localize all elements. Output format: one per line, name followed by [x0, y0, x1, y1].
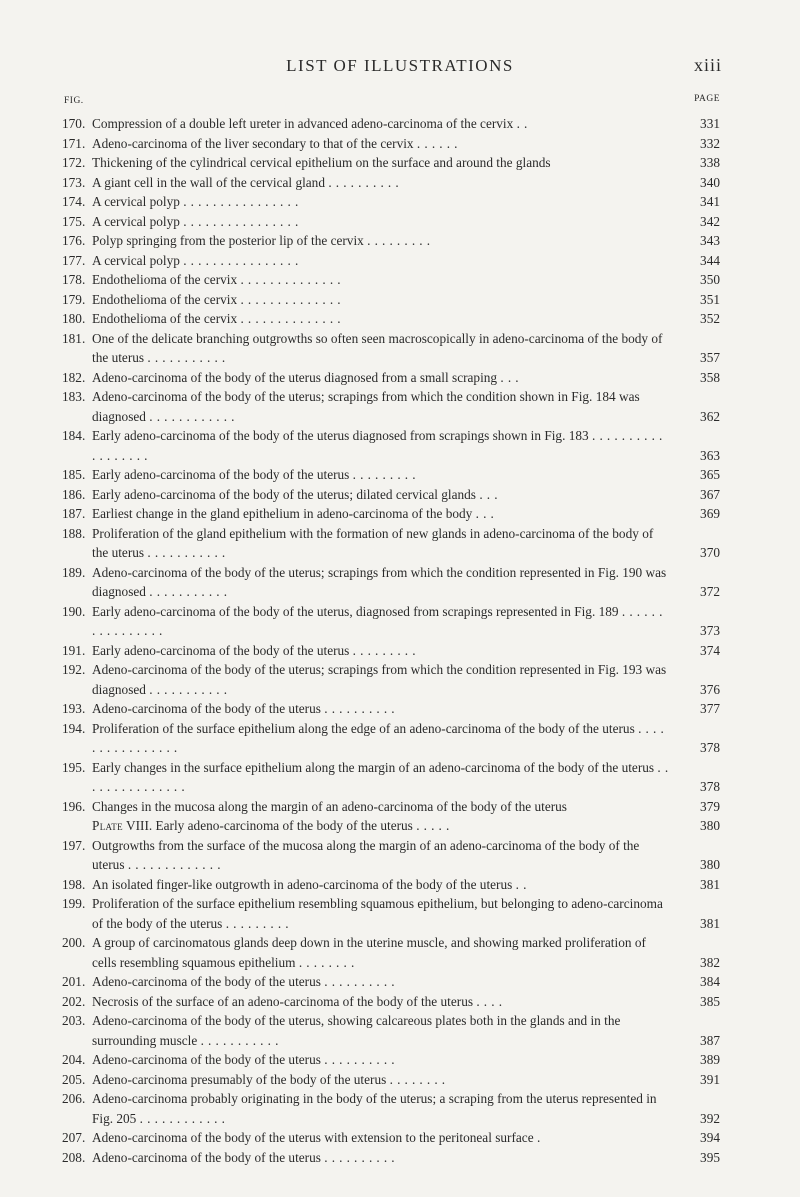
- page-ref: 362: [700, 408, 720, 424]
- figure-caption: [92, 758, 720, 797]
- dot-leader: . . . . . . . . . . . . . . . .: [183, 252, 299, 268]
- list-entry: [62, 270, 720, 290]
- figure-caption: [92, 251, 720, 271]
- list-entry: [62, 504, 720, 524]
- page-ref: 363: [700, 447, 720, 463]
- page-ref: 344: [700, 252, 720, 268]
- list-entry: [62, 465, 720, 485]
- list-entry: [62, 173, 720, 193]
- page-ref: 373: [700, 623, 720, 638]
- figure-number: 191.: [62, 642, 86, 658]
- figure-caption: [92, 992, 720, 1012]
- list-entry: [62, 153, 720, 173]
- caption-text: Adeno-carcinoma of the body of the uterus; scrapings from which the condition represented in Fig. 190 was diagnosed: [92, 564, 667, 599]
- figure-caption: [92, 465, 720, 485]
- list-entry: [62, 992, 720, 1012]
- page-ref: 372: [700, 584, 720, 599]
- figure-caption: [92, 153, 720, 173]
- caption-text: Early adeno-carcinoma of the body of the uterus; dilated cervical glands: [92, 486, 476, 502]
- figure-number: 181.: [62, 330, 86, 346]
- page-ref: 370: [700, 545, 720, 560]
- dot-leader: . . . . . . . . . . .: [149, 681, 228, 697]
- page-ref: 332: [700, 135, 720, 151]
- figure-caption: [92, 270, 720, 290]
- page-ref: 343: [700, 233, 720, 248]
- dot-leader: . . . . . . . . . . . . . . . .: [183, 194, 299, 209]
- figure-number: 180.: [62, 311, 86, 326]
- dot-leader: . . . . . . . . . . . . . . . . . .: [92, 428, 663, 463]
- list-entry: [62, 309, 720, 329]
- dot-leader: . . . . . . . . . . . . . . .: [92, 759, 669, 794]
- figure-number: 184.: [62, 428, 86, 443]
- dot-leader: . . . . . .: [416, 135, 458, 151]
- dot-leader: . . . . . . . . . .: [324, 701, 396, 716]
- figure-caption: [92, 933, 720, 972]
- page-ref: 395: [700, 1149, 720, 1165]
- figure-number: 202.: [62, 993, 86, 1009]
- figure-caption: [92, 797, 720, 817]
- list-entry: [62, 719, 720, 758]
- figure-number: 175.: [62, 213, 86, 229]
- figure-caption: [92, 875, 720, 895]
- caption-text: A group of carcinomatous glands deep down in the uterine muscle, and showing marked proliferation of cells resembling squamous epithelium: [92, 935, 646, 970]
- caption-text: An isolated finger-like outgrowth in adeno-carcinoma of the body of the uterus: [92, 876, 513, 892]
- dot-leader: . . . . . . . . .: [352, 642, 416, 658]
- dot-leader: . . . . . . . . . .: [328, 174, 400, 190]
- page-ref: 374: [700, 642, 720, 658]
- list-entry: [62, 251, 720, 271]
- list-entry: [62, 1011, 720, 1050]
- figure-number: 204.: [62, 1052, 86, 1067]
- page-ref: 391: [700, 1071, 720, 1087]
- figure-number: 190.: [62, 603, 86, 619]
- page-ref: 342: [700, 213, 720, 229]
- page-ref: 389: [700, 1052, 720, 1067]
- figure-caption: [92, 524, 720, 563]
- figure-caption: [92, 699, 720, 719]
- caption-text: VIII. Early adeno-carcinoma of the body of the uterus: [125, 818, 413, 833]
- dot-leader: . . . .: [476, 993, 503, 1009]
- list-entry: [62, 1128, 720, 1148]
- caption-text: Proliferation of the gland epithelium with the formation of new glands in adeno-carcinoma of the body of the uterus: [92, 525, 654, 560]
- caption-text: Early adeno-carcinoma of the body of the uterus: [92, 642, 350, 658]
- dot-leader: . . . . . . . . . . . . . .: [240, 272, 342, 287]
- dot-leader: . . . . . . . . . . . .: [149, 408, 235, 424]
- page-ref: 378: [700, 779, 720, 794]
- figure-caption: [92, 387, 720, 426]
- dot-leader: . . . . . . . . . . .: [147, 545, 226, 560]
- list-entry: [62, 641, 720, 661]
- figure-caption: [92, 641, 720, 661]
- caption-text: Adeno-carcinoma of the body of the uterus: [92, 974, 321, 989]
- caption-text: Changes in the mucosa along the margin of an adeno-carcinoma of the body of the uterus: [92, 798, 567, 814]
- figure-number: 198.: [62, 876, 86, 892]
- list-entry: [62, 875, 720, 895]
- page-ref: 341: [700, 194, 720, 209]
- list-entry: [62, 485, 720, 505]
- figure-number: 205.: [62, 1071, 86, 1087]
- figure-number: 174.: [62, 194, 86, 209]
- page-ref: 380: [700, 857, 720, 872]
- list-entry: [62, 602, 720, 641]
- page-column-label: PAGE: [694, 94, 720, 104]
- dot-leader: . . . . . . . . . .: [324, 974, 396, 989]
- page-ref: 392: [700, 1110, 720, 1126]
- figure-number: 196.: [62, 798, 86, 814]
- dot-leader: . . . . . . . .: [389, 1071, 446, 1087]
- page-ref: 380: [700, 818, 720, 833]
- list-entry: [62, 114, 720, 134]
- caption-text: Endothelioma of the cervix: [92, 272, 238, 287]
- caption-text: Compression of a double left ureter in advanced adeno-carcinoma of the cervix: [92, 116, 514, 131]
- list-entry: [62, 524, 720, 563]
- running-head: LIST OF ILLUSTRATIONS: [286, 56, 514, 75]
- figure-number: 208.: [62, 1149, 86, 1165]
- figure-caption: [92, 504, 720, 524]
- caption-text: Adeno-carcinoma presumably of the body of the uterus: [92, 1071, 387, 1087]
- dot-leader: . . . . . . . . . . .: [147, 350, 226, 365]
- caption-text: Adeno-carcinoma of the body of the uterus; scrapings from which the condition represented in Fig. 193 was diagnosed: [92, 662, 667, 697]
- figure-number: 189.: [62, 564, 86, 580]
- figure-caption: [92, 1011, 720, 1050]
- figure-number: 170.: [62, 116, 86, 131]
- list-entry: [62, 134, 720, 154]
- dot-leader: . .: [515, 876, 527, 892]
- dot-leader: . . . . . . . .: [298, 954, 355, 970]
- figure-number: 201.: [62, 974, 86, 989]
- page-ref: 351: [700, 291, 720, 307]
- list-entry: [62, 816, 720, 836]
- dot-leader: . . . . . . . . . . . . . . . .: [92, 720, 665, 755]
- caption-text: Adeno-carcinoma of the body of the uterus, showing calcareous plates both in the glands and in the surrounding muscle: [92, 1013, 621, 1048]
- figure-number: 176.: [62, 233, 86, 248]
- figure-number: 192.: [62, 662, 86, 677]
- list-entry: [62, 1050, 720, 1070]
- list-entry: [62, 758, 720, 797]
- dot-leader: . . . . .: [416, 818, 450, 833]
- fig-column-label: FIG.: [64, 96, 84, 106]
- dot-leader: . . . . . . . . . . . .: [139, 1110, 226, 1126]
- figure-caption: [92, 231, 720, 251]
- caption-text: Early adeno-carcinoma of the body of the uterus, diagnosed from scrapings represented in Fig. 189: [92, 603, 619, 619]
- figure-number: 188.: [62, 525, 86, 541]
- caption-text: Earliest change in the gland epithelium in adeno-carcinoma of the body: [92, 506, 473, 521]
- list-entry: [62, 329, 720, 368]
- caption-text: Outgrowths from the surface of the mucosa along the margin of an adeno-carcinoma of the body of the uterus: [92, 837, 640, 872]
- dot-leader: .: [536, 1130, 541, 1145]
- figure-caption: [92, 563, 720, 602]
- figure-caption: [92, 972, 720, 992]
- figure-caption: [92, 602, 720, 641]
- caption-text: Endothelioma of the cervix: [92, 291, 238, 307]
- caption-text: A cervical polyp: [92, 252, 180, 268]
- figure-number: 203.: [62, 1013, 86, 1028]
- caption-text: Early adeno-carcinoma of the body of the uterus diagnosed from scrapings shown in Fig. 183: [92, 428, 589, 443]
- dot-leader: . . . . . . . . . . . . . . . .: [183, 213, 299, 229]
- caption-text: Early adeno-carcinoma of the body of the uterus: [92, 467, 350, 482]
- page-ref: 338: [700, 155, 720, 170]
- page-ref: 352: [700, 311, 720, 326]
- figure-caption: [92, 192, 720, 212]
- caption-text: Adeno-carcinoma probably originating in the body of the uterus; a scraping from the uterus represented in Fig. 205: [92, 1091, 657, 1126]
- figure-caption: [92, 114, 720, 134]
- list-entry: [62, 426, 720, 465]
- figure-number: 197.: [62, 837, 86, 853]
- caption-text: Adeno-carcinoma of the body of the uterus: [92, 701, 321, 716]
- figure-number: 199.: [62, 896, 86, 911]
- caption-text: Adeno-carcinoma of the body of the uterus with extension to the peritoneal surface: [92, 1130, 534, 1145]
- figure-number: 178.: [62, 272, 86, 287]
- figure-number: 177.: [62, 252, 86, 268]
- page-ref: 377: [700, 701, 720, 716]
- page-ref: 367: [700, 486, 720, 502]
- figure-number: 185.: [62, 467, 86, 482]
- figure-caption: [92, 1128, 720, 1148]
- figure-caption: [92, 1089, 720, 1128]
- caption-text: One of the delicate branching outgrowths so often seen macroscopically in adeno-carcinoma of the body of the uterus: [92, 330, 663, 365]
- figure-number: 206.: [62, 1091, 86, 1106]
- figure-caption: [92, 368, 720, 388]
- dot-leader: . . .: [479, 486, 498, 502]
- figure-number: 193.: [62, 701, 86, 716]
- page-ref: 378: [700, 740, 720, 755]
- caption-text: Necrosis of the surface of an adeno-carcinoma of the body of the uterus: [92, 993, 474, 1009]
- caption-text: A giant cell in the wall of the cervical gland: [92, 174, 325, 190]
- figure-caption: [92, 329, 720, 368]
- list-entry: [62, 368, 720, 388]
- caption-text: A cervical polyp: [92, 194, 180, 209]
- list-entry: [62, 387, 720, 426]
- list-entry: [62, 660, 720, 699]
- page-ref: 382: [700, 954, 720, 970]
- list-entry: [62, 212, 720, 232]
- page-ref: 381: [700, 876, 720, 892]
- caption-text: A cervical polyp: [92, 213, 180, 229]
- dot-leader: . . . . . . . . .: [225, 915, 289, 931]
- dot-leader: . . .: [475, 506, 495, 521]
- dot-leader: . . . . . . . . . . . . .: [127, 857, 221, 872]
- figure-caption: [92, 1148, 720, 1168]
- figure-number: 171.: [62, 135, 86, 151]
- list-entry: [62, 1148, 720, 1168]
- figure-caption: [92, 212, 720, 232]
- caption-text: Adeno-carcinoma of the body of the uterus; scrapings from which the condition shown in Fig. 184 was diagnosed: [92, 389, 640, 424]
- figure-caption: [92, 1050, 720, 1070]
- dot-leader: . . .: [500, 369, 520, 385]
- plate-label: Plate: [92, 818, 123, 833]
- list-entry: [62, 699, 720, 719]
- figure-caption: [92, 1070, 720, 1090]
- dot-leader: . . . . . . . . . .: [324, 1052, 396, 1067]
- caption-text: Endothelioma of the cervix: [92, 311, 238, 326]
- list-entry: [62, 1089, 720, 1128]
- list-entry: [62, 563, 720, 602]
- figure-caption: [92, 894, 720, 933]
- illustration-list: [62, 114, 720, 1167]
- dot-leader: . . . . . . . . .: [367, 233, 431, 248]
- figure-number: 207.: [62, 1130, 86, 1145]
- dot-leader: . . . . . . . . . .: [324, 1149, 396, 1165]
- dot-leader: . . . . . . . . . . .: [149, 584, 228, 599]
- caption-text: Polyp springing from the posterior lip of the cervix: [92, 233, 364, 248]
- figure-caption: [92, 660, 720, 699]
- dot-leader: . . . . . . . . .: [352, 467, 416, 482]
- figure-number: 195.: [62, 759, 86, 775]
- figure-caption: [92, 309, 720, 329]
- figure-caption: [92, 719, 720, 758]
- page-number: xiii: [693, 55, 722, 75]
- figure-caption: [92, 426, 720, 465]
- figure-caption: [92, 816, 720, 836]
- page-ref: 381: [700, 915, 720, 931]
- figure-caption: [92, 836, 720, 875]
- list-entry: [62, 836, 720, 875]
- figure-caption: [92, 485, 720, 505]
- caption-text: Adeno-carcinoma of the body of the uterus: [92, 1149, 321, 1165]
- page-ref: 365: [700, 467, 720, 482]
- caption-text: Proliferation of the surface epithelium resembling squamous epithelium, but belonging to adeno-carcinoma of the body of the uterus: [92, 896, 663, 931]
- dot-leader: . . . . . . . . . . . . . .: [240, 291, 342, 307]
- figure-number: 182.: [62, 369, 86, 385]
- page-ref: 340: [700, 174, 720, 190]
- caption-text: Adeno-carcinoma of the body of the uterus: [92, 1052, 321, 1067]
- page-ref: 376: [700, 681, 720, 697]
- list-entry: [62, 797, 720, 817]
- caption-text: Adeno-carcinoma of the liver secondary to that of the cervix: [92, 135, 414, 151]
- list-entry: [62, 972, 720, 992]
- caption-text: Adeno-carcinoma of the body of the uterus diagnosed from a small scraping: [92, 369, 498, 385]
- list-entry: [62, 1070, 720, 1090]
- page-ref: 394: [700, 1130, 720, 1145]
- list-entry: [62, 192, 720, 212]
- figure-number: 173.: [62, 174, 86, 190]
- figure-caption: [92, 134, 720, 154]
- page-ref: 385: [700, 993, 720, 1009]
- caption-text: Early changes in the surface epithelium along the margin of an adeno-carcinoma of the body of the uterus: [92, 759, 655, 775]
- page-ref: 387: [700, 1032, 720, 1048]
- page-ref: 350: [700, 272, 720, 287]
- page-ref: 331: [700, 116, 720, 131]
- page-ref: 379: [700, 798, 720, 814]
- list-entry: [62, 290, 720, 310]
- page-ref: 357: [700, 350, 720, 365]
- dot-leader: . . . . . . . . . . .: [200, 1032, 279, 1048]
- caption-text: Proliferation of the surface epithelium along the edge of an adeno-carcinoma of the body of the uterus: [92, 720, 635, 736]
- figure-number: 186.: [62, 486, 86, 502]
- caption-text: Thickening of the cylindrical cervical epithelium on the surface and around the glands: [92, 155, 551, 170]
- list-entry: [62, 933, 720, 972]
- figure-number: 183.: [62, 389, 86, 404]
- figure-caption: [92, 173, 720, 193]
- figure-number: 172.: [62, 155, 86, 170]
- list-entry: [62, 231, 720, 251]
- figure-caption: [92, 290, 720, 310]
- page-ref: 369: [700, 506, 720, 521]
- list-entry: [62, 894, 720, 933]
- dot-leader: . . . . . . . . . . . . . . . .: [92, 603, 663, 638]
- page-ref: 384: [700, 974, 720, 989]
- figure-number: 200.: [62, 935, 86, 950]
- figure-number: 179.: [62, 291, 86, 307]
- page-ref: 358: [700, 369, 720, 385]
- dot-leader: . .: [516, 116, 528, 131]
- dot-leader: . . . . . . . . . . . . . .: [240, 311, 342, 326]
- figure-number: 194.: [62, 720, 86, 736]
- figure-number: 187.: [62, 506, 86, 521]
